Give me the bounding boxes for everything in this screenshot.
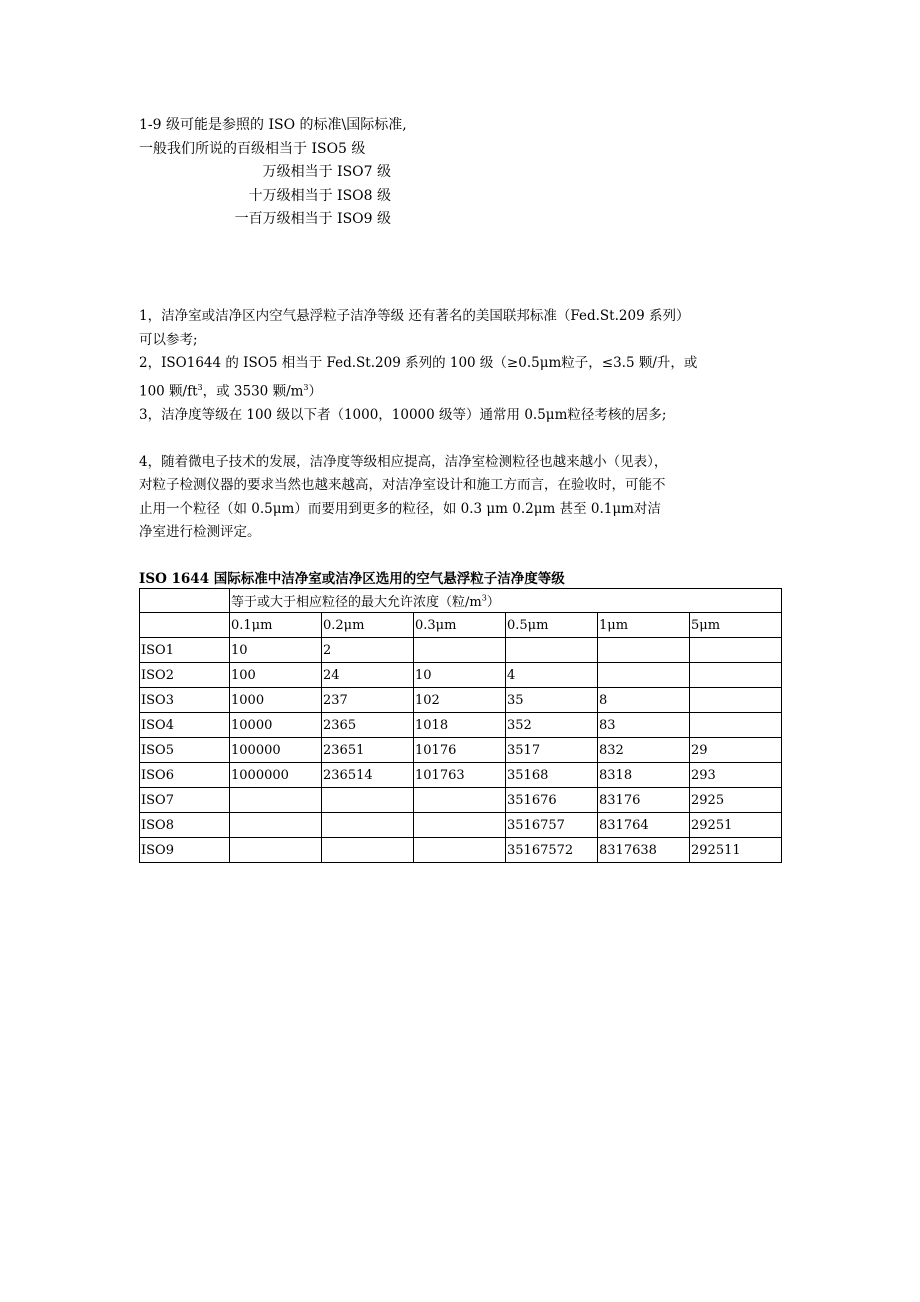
value-cell: 10 [230, 638, 322, 663]
concentration-header [230, 589, 782, 613]
table-row [140, 788, 782, 813]
table-row [140, 838, 782, 863]
cleanliness-table [139, 588, 782, 863]
intro-line: 一般我们所说的百级相当于 ISO5 级 [139, 140, 366, 157]
text-span: 100 颗/ft [139, 383, 198, 399]
size-header: 1μm [598, 613, 690, 638]
intro-block [139, 114, 407, 232]
paragraph-line: 1，洁净室或洁净区内空气悬浮粒子洁净等级 还有著名的美国联邦标准（Fed.St.209 系列） [139, 308, 690, 324]
value-cell [506, 638, 598, 663]
value-cell: 100000 [230, 738, 322, 763]
paragraph-line: 可以参考; [139, 331, 198, 348]
text-span: ，或 3530 颗/m [202, 383, 304, 399]
iso-class-cell: ISO8 [140, 813, 230, 838]
corner-cell [140, 589, 230, 613]
value-cell: 29 [690, 738, 782, 763]
value-cell [598, 638, 690, 663]
value-cell [322, 838, 414, 863]
paragraph-line: 3，洁净度等级在 100 级以下者（1000，10000 级等）通常用 0.5μm粒径考核的居多; [139, 406, 667, 423]
value-cell: 293 [690, 763, 782, 788]
size-header: 0.5μm [506, 613, 598, 638]
value-cell [230, 788, 322, 813]
value-cell: 10176 [414, 738, 506, 763]
value-cell: 351676 [506, 788, 598, 813]
iso-class-cell: ISO2 [140, 663, 230, 688]
size-header: 5μm [690, 613, 782, 638]
value-cell: 4 [506, 663, 598, 688]
paragraph-line: 2，ISO1644 的 ISO5 相当于 Fed.St.209 系列的 100 级（≥0.5μm粒子，≤3.5 颗/升，或 [139, 355, 698, 371]
text-span: ） [308, 383, 323, 399]
iso-class-cell: ISO3 [140, 688, 230, 713]
table-row [140, 688, 782, 713]
value-cell [230, 813, 322, 838]
value-cell: 29251 [690, 813, 782, 838]
value-cell [414, 788, 506, 813]
value-cell [414, 813, 506, 838]
value-cell: 832 [598, 738, 690, 763]
size-header: 0.1μm [230, 613, 322, 638]
value-cell: 8318 [598, 763, 690, 788]
value-cell: 3516757 [506, 813, 598, 838]
value-cell [690, 638, 782, 663]
value-cell [598, 663, 690, 688]
iso-class-cell: ISO7 [140, 788, 230, 813]
value-cell: 83176 [598, 788, 690, 813]
value-cell: 102 [414, 688, 506, 713]
text-span: 等于或大于相应粒径的最大允许浓度（粒/m [231, 595, 482, 610]
superscript: 3 [197, 382, 203, 392]
paragraphs [139, 305, 789, 545]
value-cell: 100 [230, 663, 322, 688]
value-cell: 35167572 [506, 838, 598, 863]
text-span: ） [486, 595, 500, 610]
table-row [140, 813, 782, 838]
paragraph-line: 净室进行检测评定。 [139, 524, 261, 540]
paragraph-line [139, 376, 789, 404]
iso-class-cell: ISO5 [140, 738, 230, 763]
superscript: 3 [481, 593, 487, 603]
value-cell: 35 [506, 688, 598, 713]
value-cell: 831764 [598, 813, 690, 838]
paragraph-line: 4，随着微电子技术的发展，洁净度等级相应提高，洁净室检测粒径也越来越小（见表）， [139, 453, 668, 470]
paragraph-line: 止用一个粒径（如 0.5μm）而要用到更多的粒径，如 0.3 μm 0.2μm 甚至 0.1μm对洁 [139, 500, 661, 517]
paragraph-line: 对粒子检测仪器的要求当然也越来越高，对洁净室设计和施工方而言，在验收时，可能不 [139, 477, 666, 493]
value-cell: 24 [322, 663, 414, 688]
value-cell: 2925 [690, 788, 782, 813]
value-cell: 1018 [414, 713, 506, 738]
intro-line: 十万级相当于 ISO8 级 [248, 187, 391, 204]
intro-line: 一百万级相当于 ISO9 级 [234, 211, 391, 227]
value-cell: 1000000 [230, 763, 322, 788]
value-cell: 236514 [322, 763, 414, 788]
iso-class-cell: ISO9 [140, 838, 230, 863]
value-cell [322, 788, 414, 813]
table-row [140, 713, 782, 738]
value-cell [230, 838, 322, 863]
value-cell: 8317638 [598, 838, 690, 863]
header-row [140, 589, 782, 613]
value-cell: 8 [598, 688, 690, 713]
value-cell: 101763 [414, 763, 506, 788]
table-row [140, 763, 782, 788]
value-cell: 10000 [230, 713, 322, 738]
value-cell [690, 663, 782, 688]
iso-class-cell: ISO4 [140, 713, 230, 738]
corner-cell [140, 613, 230, 638]
size-header: 0.3μm [414, 613, 506, 638]
table-title: ISO 1644 国际标准中洁净室或洁净区选用的空气悬浮粒子洁净度等级 [139, 571, 565, 587]
value-cell: 35168 [506, 763, 598, 788]
value-cell: 1000 [230, 688, 322, 713]
superscript: 3 [303, 382, 309, 392]
value-cell [414, 838, 506, 863]
spacer [139, 427, 789, 451]
value-cell: 352 [506, 713, 598, 738]
intro-line: 万级相当于 ISO7 级 [262, 164, 391, 180]
table-row [140, 638, 782, 663]
value-cell: 2 [322, 638, 414, 663]
value-cell: 2365 [322, 713, 414, 738]
intro-line: 1-9 级可能是参照的 ISO 的标准\国际标准, [139, 117, 407, 133]
iso-class-cell: ISO1 [140, 638, 230, 663]
value-cell: 23651 [322, 738, 414, 763]
table-row [140, 663, 782, 688]
size-header-row [140, 613, 782, 638]
value-cell: 83 [598, 713, 690, 738]
value-cell [414, 638, 506, 663]
size-header: 0.2μm [322, 613, 414, 638]
table-row [140, 738, 782, 763]
value-cell: 237 [322, 688, 414, 713]
value-cell: 3517 [506, 738, 598, 763]
value-cell [690, 713, 782, 738]
value-cell [322, 813, 414, 838]
iso-class-cell: ISO6 [140, 763, 230, 788]
value-cell: 292511 [690, 838, 782, 863]
value-cell [690, 688, 782, 713]
value-cell: 10 [414, 663, 506, 688]
